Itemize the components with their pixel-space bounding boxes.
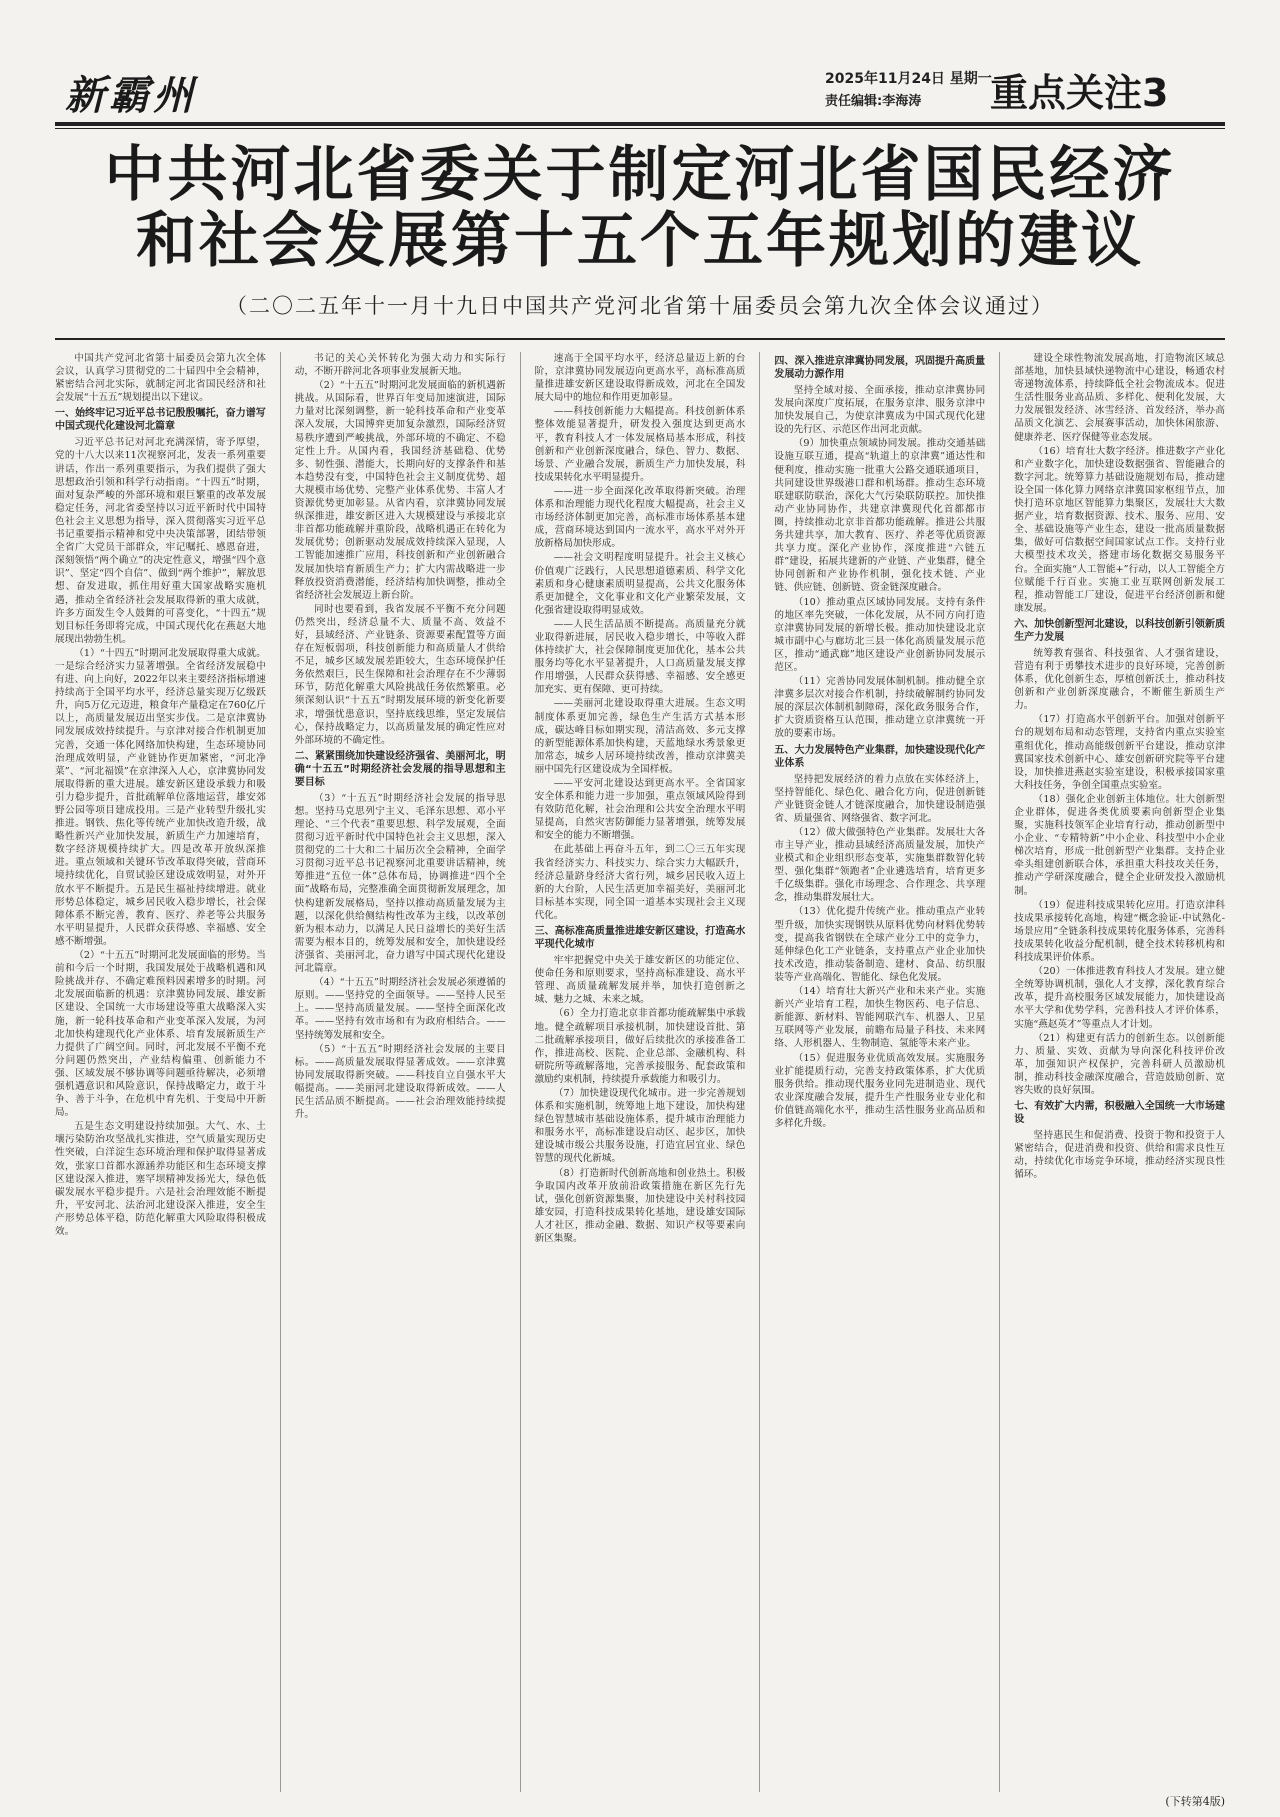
- paragraph: 同时也要看到，我省发展不平衡不充分问题仍然突出，经济总量不大、质量不高、效益不好，县域经济、产业链条、资源要素配置等方面存在短板弱项，科技创新能力和高质量人才供给不足，城乡区域发展差距较大，生态环境保护任务依然艰巨，民生保障和社会治理存在不少薄弱环节，防范化解重大风险挑战任务依然繁重。必须深刻认识“十五五”时期发展环境的新变化新要求，增强忧患意识，坚持底线思维，坚定发展信心，保持战略定力，以高质量发展的确定性应对外部环境的不确定性。: [294, 603, 506, 746]
- section-heading: 五、大力发展特色产业集群，加快建设现代化产业体系: [774, 744, 986, 769]
- paragraph: （6）全力打造北京非首都功能疏解集中承载地。健全疏解项目承接机制，加快建设首批、第二批疏解承接项目，做好后续批次的承接准备工作，推进高校、医院、企业总部、金融机构、科研院所等疏解落地，完善承接服务、配套政策和激励约束机制，持续提升承载能力和吸引力。: [534, 1008, 746, 1085]
- paragraph: （12）做大做强特色产业集群。发展壮大各市主导产业，推动县域经济高质量发展，加快产业模式和企业组织形态变革，实施集群数智化转型、强化集群“领跑者”企业遴选培育，培育更多千亿级集群。强化市场理念、合作理念、共享理念，推动集群发展壮大。: [774, 826, 986, 904]
- headline-subtitle: （二〇二五年十一月十九日中国共产党河北省第十届委员会第九次全体会议通过）: [226, 294, 1054, 318]
- paragraph: （17）打造高水平创新平台。加强对创新平台的规划布局和动态管理，支持省内重点实验室重组优化，推动高能级创新平台建设，推动京津冀国家技术创新中心、雄安创新研究院等平台建设，加快推进燕赵实验室建设，积极承接国家重大科技任务，争创全国重点实验室。: [1014, 714, 1225, 791]
- section-heading: 二、紧紧围绕加快建设经济强省、美丽河北，明确“十五五”时期经济社会发展的指导思想和主要目标: [294, 750, 506, 788]
- article-column: [295, 352, 506, 1792]
- paragraph: 书记的关心关怀转化为强大动力和实际行动，不断开辟河北各项事业发展新天地。: [294, 353, 506, 378]
- column-divider: [759, 352, 760, 1792]
- paragraph: （7）加快建设现代化城市。进一步完善规划体系和实施机制，统筹地上地下建设，加快构建绿色智慧城市基础设施体系，提升城市治理能力和服务水平，高标准建设启动区、起步区，加快建设城市级公共服务设施，打造宜居宜业、绿色智慧的现代化新城。: [534, 1087, 746, 1165]
- article-column: [55, 352, 266, 1792]
- section-heading: 四、深入推进京津冀协同发展，巩固提升高质量发展动力源作用: [774, 356, 986, 380]
- paragraph: （11）完善协同发展体制机制。推动健全京津冀多层次对接合作机制，持续破解制约协同发展的深层次体制机制障碍，深化政务服务合作，扩大资质资格互认范围，推动建立京津冀统一开放的要素市场。: [774, 676, 986, 740]
- column-divider: [520, 352, 521, 1792]
- paragraph: （9）加快重点领域协同发展。推动交通基础设施互联互通，提高“轨道上的京津冀”通达性和便利度，推动实施一批重大公路交通联通项目，共同建设世界级港口群和机场群。推动生态环境联建联防联治，深化大气污染联防联控。加快推动产业协同协作，共建京津冀现代化首都都市圈，持续推动北京非首都功能疏解。推进公共服务共建共享，加大教育、医疗、养老等优质资源共享力度。深化产业协作，深度推进“六链五群”建设，拓展共建新的产业链、产业集群，健全协同创新和产业协作机制，强化技术链、产业链、供应链、创新链、资金链深度融合。: [774, 438, 986, 594]
- paragraph: （18）强化企业创新主体地位。壮大创新型企业群体，促进各类优质要素向创新型企业集聚，实施科技领军企业培育行动，推动创新型中小企业、“专精特新”中小企业、科技型中小企业梯次培育，形成一批创新型产业集群。支持企业牵头组建创新联合体，承担重大科技攻关任务，推动产学研深度融合，健全企业研发投入激励机制。: [1014, 793, 1225, 897]
- paragraph: （20）一体推进教育科技人才发展。建立健全统筹协调机制，强化人才支撑，深化教育综合改革，提升高校服务区域发展能力，加快建设高水平大学和优势学科，完善科技人才评价体系，实施“燕赵英才”等重点人才计划。: [1014, 966, 1225, 1030]
- paragraph: 速高于全国平均水平，经济总量迈上新的台阶，京津冀协同发展迈向更高水平，高标准高质量推进雄安新区建设取得新成效，河北在全国发展大局中的地位和作用更加彰显。: [534, 353, 746, 404]
- paragraph: ——进一步全面深化改革取得新突破。治理体系和治理能力现代化程度大幅提高，社会主义市场经济体制更加完善，高标准市场体系基本建成，营商环境达到国内一流水平，高水平对外开放新格局加快形成。: [534, 485, 746, 550]
- section-heading: 七、有效扩大内需，积极融入全国统一大市场建设: [1014, 1101, 1225, 1126]
- masthead-rule-thin: [55, 128, 1225, 129]
- headline-line-2: 和社会发展第十五个五年规划的建议: [136, 206, 1144, 276]
- paragraph: （2）“十五五”时期河北发展面临的新机遇新挑战。从国际看，世界百年变局加速演进，国际力量对比深刻调整，新一轮科技革命和产业变革深入发展，大国博弈更加复杂激烈，国际经济贸易秩序遭到严峻挑战，外部环境的不确定、不稳定性上升。从国内看，我国经济基础稳、优势多、韧性强、潜能大，长期向好的支撑条件和基本趋势没有变，中国特色社会主义制度优势、超大规模市场优势、完整产业体系优势、丰富人才资源优势更加彰显。从省内看，京津冀协同发展纵深推进，雄安新区进入大规模建设与承接北京非首都功能疏解并重阶段，战略机遇正在转化为发展优势；创新驱动发展成效持续深入显现，人工智能加速推广应用，科技创新和产业创新融合发展加快培育新质生产力；扩大内需战略进一步释放投资消费潜能，经济结构加快调整，推动全省经济社会发展迈上新台阶。: [294, 380, 506, 601]
- article-column: [1014, 352, 1225, 1792]
- paragraph: 坚持把发展经济的着力点放在实体经济上，坚持智能化、绿色化、融合化方向，促进创新链产业链资金链人才链深度融合，加快建设制造强省、质量强省、网络强省、数字河北。: [774, 773, 986, 824]
- section-heading: 三、高标准高质量推进雄安新区建设，打造高水平现代化城市: [534, 926, 746, 951]
- issue-date: 2025年11月24日 星期一: [825, 71, 992, 87]
- paragraph: ——社会文明程度明显提升。社会主义核心价值观广泛践行，人民思想道德素质、科学文化素质和身心健康素质明显提高，公共文化服务体系更加健全，文化事业和文化产业繁荣发展，文化强省建设取得明显成效。: [534, 552, 746, 616]
- paragraph: 习近平总书记对河北充满深情，寄予厚望，党的十八大以来11次视察河北，发表一系列重要讲话，作出一系列重要指示，为我们提供了强大思想政治引领和科学行动指南。“十四五”时期，面对复杂严峻的外部环境和艰巨繁重的改革发展稳定任务，河北省委坚持以习近平新时代中国特色社会主义思想为指导，深入贯彻落实习近平总书记重要指示精神和党中央决策部署，团结带领全省广大党员干部群众，牢记嘱托、感恩奋进，深刻领悟“两个确立”的决定性意义，增强“四个意识”、坚定“四个自信”、做到“两个维护”，解放思想、奋发进取，抓住用好重大国家战略实施机遇，推动全省经济社会发展取得新的重大成就，许多方面发生令人鼓舞的可喜变化，“十四五”规划目标任务即将完成，中国式现代化在燕赵大地展现出勃勃生机。: [55, 437, 266, 645]
- paragraph: 五是生态文明建设持续加强。大气、水、土壤污染防治攻坚战扎实推进，空气质量实现历史性突破，白洋淀生态环境治理和保护取得显著成效，张家口首都水源涵养功能区和生态环境支撑区建设深入推进，塞罕坝精神发扬光大，绿色低碳发展水平稳步提升。六是社会治理效能不断提升，平安河北、法治河北建设深入推进，安全生产形势总体平稳，防范化解重大风险取得积极成效。: [55, 1121, 266, 1237]
- paragraph: （3）“十五五”时期经济社会发展的指导思想。坚持马克思列宁主义、毛泽东思想、邓小平理论、“三个代表”重要思想、科学发展观，全面贯彻习近平新时代中国特色社会主义思想，深入贯彻党的二十大和二十届历次全会精神，全面学习贯彻习近平总书记视察河北重要讲话精神，统筹推进“五位一体”总体布局，协调推进“四个全面”战略布局，完整准确全面贯彻新发展理念，加快构建新发展格局，坚持以推动高质量发展为主题，以深化供给侧结构性改革为主线，以改革创新为根本动力，以满足人民日益增长的美好生活需要为根本目的，统筹发展和安全，加快建设经济强省、美丽河北，奋力谱写中国式现代化建设河北篇章。: [294, 792, 506, 975]
- paragraph: 中国共产党河北省第十届委员会第九次全体会议，认真学习贯彻党的二十届四中全会精神，紧密结合河北实际，就制定河北省国民经济和社会发展“十五五”规划提出以下建议。: [55, 353, 266, 404]
- paragraph: （8）打造新时代创新高地和创业热土。积极争取国内改革开放前沿政策措施在新区先行先试，强化创新资源集聚，加快建设中关村科技园雄安园，打造科技成果转化基地，建设雄安国际人才社区，推动金融、数据、知识产权等要素向新区集聚。: [534, 1167, 746, 1244]
- headline-rule: [55, 338, 1225, 340]
- paragraph: （19）促进科技成果转化应用。打造京津科技成果承接转化高地，构建“概念验证-中试熟化-场景应用”全链条科技成果转化服务体系，完善科技成果转化收益分配机制，健全技术转移机构和科技成果评价体系。: [1014, 899, 1225, 964]
- paragraph: （1）“十四五”时期河北发展取得重大成就。一是综合经济实力显著增强。全省经济发展稳中有进、向上向好，2022年以来主要经济指标增速持续高于全国平均水平，经济总量实现万亿级跃升，向5万亿元迈进，粮食年产量稳定在760亿斤以上，高质量发展迈出坚实步伐。二是京津冀协同发展成效持续提升。与京津对接合作机制更加完善，交通一体化网络加快构建，生态环境协同治理成效明显，产业链协作更加紧密，“河北净菜”、“河北福馍”在京津深入人心，京津冀协同发展取得新的重大进展。雄安新区建设承载力和吸引力稳步提升，首批疏解单位落地运营，雄安郊野公园等项目建成投用。三是产业转型升级扎实推进。钢铁、焦化等传统产业加快改造升级，战略性新兴产业加快发展，新质生产力加速培育，数字经济规模持续扩大。四是改革开放纵深推进。重点领域和关键环节改革取得突破，营商环境持续优化，自贸试验区建设成效明显，对外开放水平不断提升。五是民生福祉持续增进。就业形势总体稳定，城乡居民收入稳步增长，社会保障体系不断完善，教育、医疗、养老等公共服务水平明显提升，人民群众获得感、幸福感、安全感不断增强。: [55, 647, 266, 947]
- article-column: [535, 352, 746, 1792]
- paragraph: （4）“十五五”时期经济社会发展必须遵循的原则。——坚持党的全面领导。——坚持人民至上。——坚持高质量发展。——坚持全面深化改革。——坚持有效市场和有为政府相结合。——坚持统筹发展和安全。: [294, 977, 506, 1041]
- section-title: 重点关注3: [990, 71, 1169, 115]
- article-column: [774, 352, 985, 1792]
- paragraph: ——平安河北建设达到更高水平。全省国家安全体系和能力进一步加强，重点领域风险得到有效防范化解，社会治理和公共安全治理水平明显提高，自然灾害防御能力显著增强，统筹发展和安全的能力不断增强。: [534, 778, 746, 842]
- responsible-editor: 责任编辑:李海涛: [825, 94, 922, 109]
- masthead: [55, 62, 1225, 118]
- paragraph: 建设全球性物流发展高地，打造物流区域总部基地，加快县域快递物流中心建设，畅通农村寄递物流体系，持续降低全社会物流成本。促进生活性服务业高品质、多样化、便利化发展，大力发展银发经济、冰雪经济、首发经济，举办高品质文化演艺、会展赛事活动，加快休闲旅游、健康养老、医疗保健等业态发展。: [1014, 353, 1225, 443]
- paragraph: ——美丽河北建设取得重大进展。生态文明制度体系更加完善，绿色生产生活方式基本形成，碳达峰目标如期实现，清洁高效、多元支撑的新型能源体系加快构建，天蓝地绿水秀景象更加常态，城乡人居环境持续改善，推动京津冀美丽中国先行区建设成为全国样板。: [534, 698, 746, 775]
- paragraph: 坚持全域对接、全面承接，推动京津冀协同发展向深度广度拓展，在服务京津、服务京津中加快发展自己，为使京津冀成为中国式现代化建设的先行区、示范区作出河北贡献。: [774, 385, 986, 436]
- paragraph: ——人民生活品质不断提高。高质量充分就业取得新进展，居民收入稳步增长，中等收入群体持续扩大，社会保障制度更加优化，基本公共服务均等化水平显著提升，人口高质量发展支撑作用增强，人民群众获得感、幸福感、安全感更加充实、更有保障、更可持续。: [534, 618, 746, 696]
- paragraph: （10）推动重点区域协同发展。支持有条件的地区率先突破，一体化发展，从不同方向打造京津冀协同发展的新增长极。推动加快建设北京城市副中心与廊坊北三县一体化高质量发展示范区，推动“通武廊”地区建设产业创新协同发展示范区。: [774, 596, 986, 673]
- masthead-rule: [55, 122, 1225, 126]
- paragraph: （21）构建更有活力的创新生态。以创新能力、质量、实效、贡献为导向深化科技评价改革，加强知识产权保护，完善科研人员激励机制，推动科技金融深度融合，营造鼓励创新、宽容失败的良好氛围。: [1014, 1032, 1225, 1096]
- paragraph: （16）培育壮大数字经济。推进数字产业化和产业数字化，加快建设数据强省、智能融合的数字河北。统筹算力基础设施规划布局，推动建设全国一体化算力网络京津冀国家枢纽节点，加快打造环京地区智能算力集聚区，发展壮大大数据产业，培育数据资源、技术、服务、应用、安全、基础设施等产业生态，建设一批高质量数据集，做好可信数据空间国家试点工作。支持行业大模型技术攻关，搭建市场化数据交易服务平台。全面实施“人工智能+”行动，以人工智能全方位赋能千行百业。实施工业互联网创新发展工程，推动智能工厂建设，促进平台经济创新和健康发展。: [1014, 445, 1225, 614]
- headline: [60, 142, 1220, 274]
- column-divider: [280, 352, 281, 1792]
- continuation-note: (下转第4版): [1165, 1795, 1225, 1808]
- newspaper-logo: 新霸州: [65, 72, 197, 119]
- section-heading: 一、始终牢记习近平总书记殷殷嘱托，奋力谱写中国式现代化建设河北篇章: [55, 408, 266, 433]
- section-heading: 六、加快创新型河北建设，以科技创新引领新质生产力发展: [1014, 618, 1225, 643]
- paragraph: 坚持惠民生和促消费、投资于物和投资于人紧密结合，促进消费和投资、供给和需求良性互动，持续优化市场竞争环境，推动经济实现良性循环。: [1014, 1130, 1225, 1181]
- paragraph: ——科技创新能力大幅提高。科技创新体系整体效能显著提升，研发投入强度达到更高水平，教育科技人才一体发展格局基本形成，科技创新和产业创新深度融合，绿色、智力、数据、场景、产业融合发展，新质生产力加快发展，科技成果转化水平明显提升。: [534, 406, 746, 483]
- paragraph: （2）“十五五”时期河北发展面临的形势。当前和今后一个时期，我国发展处于战略机遇和风险挑战并存、不确定难预料因素增多的时期。河北发展面临新的机遇：京津冀协同发展、雄安新区建设、全国统一大市场建设等重大战略深入实施，新一轮科技革命和产业变革深入发展，为河北加快构建现代化产业体系、培育发展新质生产力提供了广阔空间。同时，河北发展不平衡不充分问题仍然突出，产业结构偏重、创新能力不强、区域发展不够协调等问题亟待解决，必须增强机遇意识和风险意识，保持战略定力，敢于斗争、善于斗争，在危机中育先机、于变局中开新局。: [55, 950, 266, 1119]
- paragraph: （5）“十五五”时期经济社会发展的主要目标。——高质量发展取得显著成效。——京津冀协同发展取得新突破。——科技自立自强水平大幅提高。——美丽河北建设取得新成效。——人民生活品质不断提高。——社会治理效能持续提升。: [294, 1043, 506, 1121]
- paragraph: 在此基础上再奋斗五年，到二〇三五年实现我省经济实力、科技实力、综合实力大幅跃升，经济总量跻身经济大省行列，城乡居民收入迈上新的大台阶，人民生活更加幸福美好，美丽河北目标基本实现，同全国一道基本实现社会主义现代化。: [534, 844, 746, 921]
- column-divider: [999, 352, 1000, 1792]
- paragraph: 统筹教育强省、科技强省、人才强省建设，营造有利于勇攀技术进步的良好环境，完善创新体系，优化创新生态，厚植创新沃土，推动科技创新和产业创新深度融合，不断催生新质生产力。: [1014, 647, 1225, 712]
- paragraph: （13）优化提升传统产业。推动重点产业转型升级，加快实现钢铁从原料优势向材料优势转变，提高我省钢铁在全球产业分工中的竞争力，延伸绿色化工产业链条，支持重点产业企业加快技术改造，推动装备制造、建材、食品、纺织服装等产业高端化、智能化、绿色化发展。: [774, 906, 986, 983]
- article-columns: [55, 352, 1225, 1792]
- paragraph: （15）促进服务业优质高效发展。实施服务业扩能提质行动，完善支持政策体系，扩大优质服务供给。推动现代服务业同先进制造业、现代农业深度融合发展，提升生产性服务业专业化和价值链高端化水平，推动生活性服务业高品质和多样化升级。: [774, 1052, 986, 1129]
- paragraph: 牢牢把握党中央关于雄安新区的功能定位、使命任务和原则要求，坚持高标准建设、高水平管理、高质量疏解发展并举，加快打造创新之城、魅力之城、未来之城。: [534, 955, 746, 1006]
- paragraph: （14）培育壮大新兴产业和未来产业。实施新兴产业培育工程，加快生物医药、电子信息、新能源、新材料、智能网联汽车、机器人、卫星互联网等产业发展，前瞻布局量子科技、未来网络、人形机器人、生物制造、氢能等未来产业。: [774, 986, 986, 1050]
- headline-line-1: 中共河北省委关于制定河北省国民经济: [104, 140, 1176, 210]
